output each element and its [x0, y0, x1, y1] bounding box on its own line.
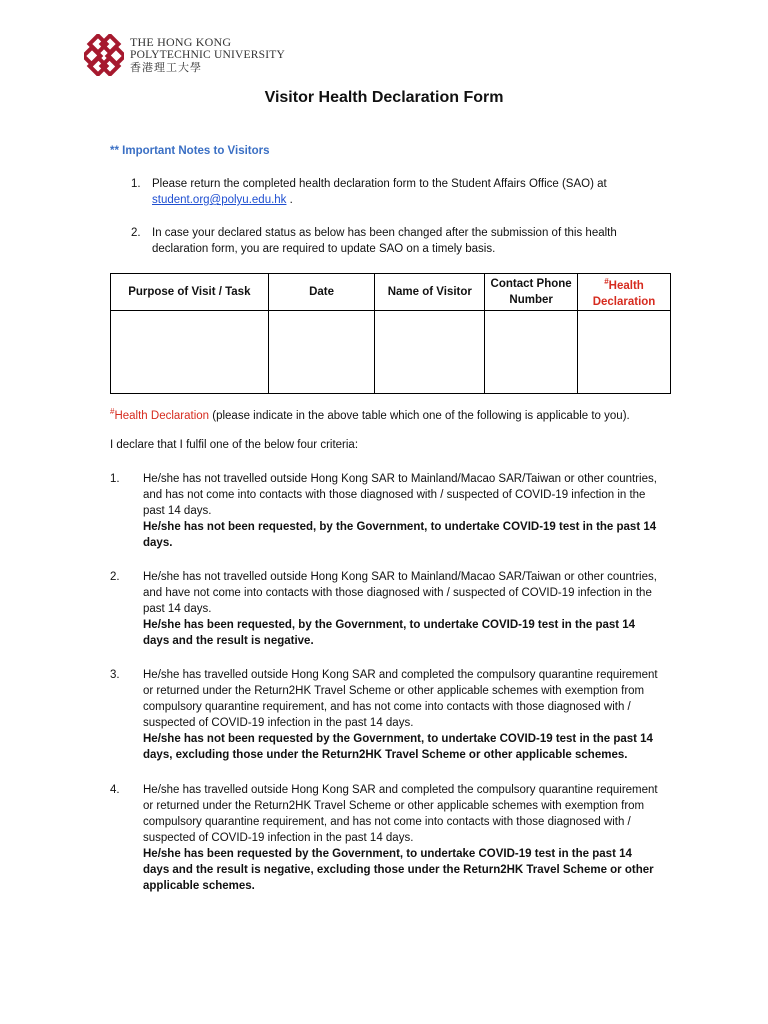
contact-phone-cell[interactable] [485, 310, 578, 393]
health-declaration-cell[interactable] [578, 310, 671, 393]
purpose-cell[interactable] [111, 310, 269, 393]
university-logo [84, 34, 285, 76]
criterion-number: 2. [110, 571, 120, 583]
criterion-1 [110, 471, 660, 551]
university-name-chinese: 香港理工大學 [130, 61, 202, 74]
criterion-text: He/she has not travelled outside Hong Kong SAR to Mainland/Macao SAR/Taiwan or other countries, and have not come into contacts with those diagnosed with / suspected of COVID-19 infection in the past 14 days. [143, 571, 657, 615]
note-item-2 [131, 225, 651, 257]
polyu-logo-icon [84, 34, 124, 76]
health-declaration-instruction: (please indicate in the above table which one of the following is applicable to you). [209, 409, 630, 422]
header-contact-phone: Contact Phone Number [485, 274, 578, 311]
note-text: Please return the completed health declaration form to the Student Affairs Office (SAO) at [152, 178, 607, 190]
criterion-4 [110, 782, 660, 894]
criterion-bold-text: He/she has not been requested, by the Government, to undertake COVID-19 test in the past 14 days. [143, 521, 657, 549]
header-purpose: Purpose of Visit / Task [111, 274, 269, 311]
criterion-number: 1. [110, 473, 120, 485]
visitor-name-cell[interactable] [375, 310, 485, 393]
criterion-bold-text: He/she has been requested by the Government, to undertake COVID-19 test in the past 14 days and the result is negative, excluding those under the Return2HK Travel Scheme or other applicable schemes. [143, 848, 654, 892]
header-health-declaration: #Health Declaration [578, 274, 671, 311]
university-name-line2: POLYTECHNIC UNIVERSITY [130, 48, 285, 61]
declare-statement: I declare that I fulfil one of the below four criteria: [110, 439, 359, 451]
header-date: Date [268, 274, 375, 311]
criterion-number: 3. [110, 669, 120, 681]
criterion-text: He/she has not travelled outside Hong Kong SAR to Mainland/Macao SAR/Taiwan or other countries, and has not come into contacts with those diagnosed with / suspected of COVID-19 infection in the past 14 days. [143, 473, 657, 517]
university-name [130, 36, 285, 75]
criterion-number: 4. [110, 784, 120, 796]
form-title: Visitor Health Declaration Form [264, 89, 504, 106]
date-cell[interactable] [268, 310, 375, 393]
header-visitor-name: Name of Visitor [375, 274, 485, 311]
health-declaration-label: Health Declaration [114, 409, 210, 422]
note-text-end: . [286, 194, 293, 206]
criterion-3 [110, 667, 660, 763]
criterion-bold-text: He/she has been requested, by the Government, to undertake COVID-19 test in the past 14 days and the result is negative. [143, 619, 636, 647]
criterion-bold-text: He/she has not been requested by the Government, to undertake COVID-19 test in the past 14 days, excluding those under the Return2HK Travel Scheme or other applicable schemes. [143, 733, 653, 761]
notes-heading: ** Important Notes to Visitors [110, 145, 270, 157]
visit-table [110, 273, 671, 394]
note-number: 1. [131, 178, 141, 190]
criterion-text: He/she has travelled outside Hong Kong SAR and completed the compulsory quarantine requirement or returned under the Return2HK Travel Scheme or other applicable schemes with exemption from compulsory quarantine requirement, and has not come into contacts with those diagnosed with / suspected of COVID-19 infection in the past 14 days. [143, 784, 658, 844]
university-name-line1: THE HONG KONG [130, 34, 232, 49]
criterion-2 [110, 569, 660, 649]
criterion-text: He/she has travelled outside Hong Kong SAR and completed the compulsory quarantine requirement or returned under the Return2HK Travel Scheme or other applicable schemes with exemption from compulsory quarantine requirement, and has not come into contacts with those diagnosed with / suspected of COVID-19 infection in the past 14 days. [143, 669, 658, 729]
note-item-1 [131, 176, 651, 208]
sao-email-link[interactable]: student.org@polyu.edu.hk [152, 194, 287, 206]
health-declaration-note: #Health Declaration (please indicate in the above table which one of the following is applicable to you). [110, 407, 630, 422]
note-number: 2. [131, 227, 141, 239]
note-text: In case your declared status as below has been changed after the submission of this health declaration form, you are required to update SAO on a timely basis. [152, 227, 617, 255]
table-row [111, 310, 671, 393]
